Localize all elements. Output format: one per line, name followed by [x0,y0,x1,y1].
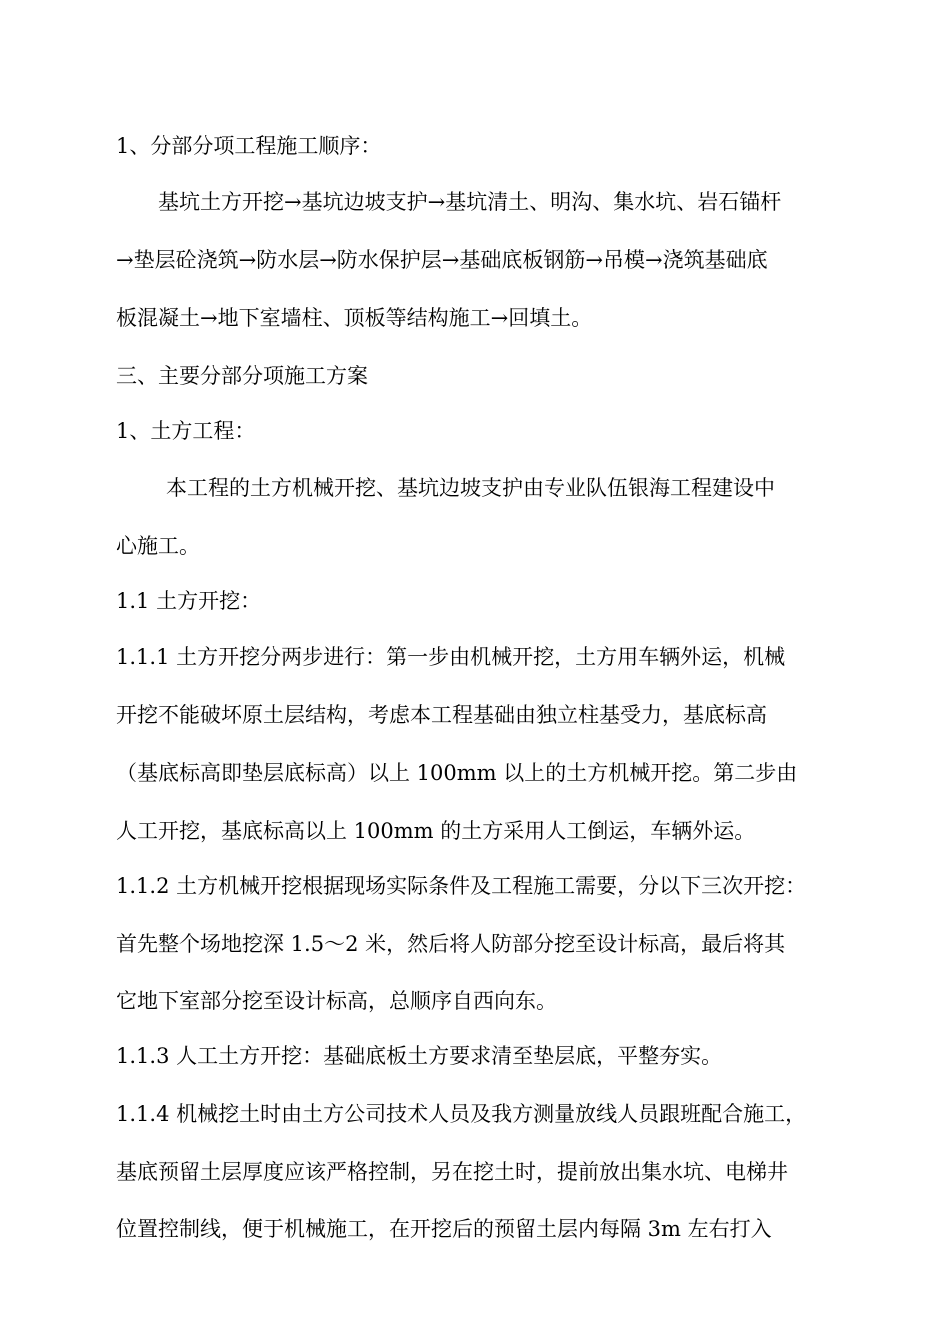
paragraph-line: 1.1.1 土方开挖分两步进行：第一步由机械开挖，土方用车辆外运，机械 [116,645,786,669]
paragraph-line: 1.1.2 土方机械开挖根据现场实际条件及工程施工需要，分以下三次开挖： [116,874,807,898]
subsection-heading: 1.1 土方开挖： [116,589,262,613]
paragraph-line: →垫层砼浇筑→防水层→防水保护层→基础底板钢筋→吊模→浇筑基础底 [116,248,768,272]
paragraph-line: （基底标高即垫层底标高）以上 100mm 以上的土方机械开挖。第二步由 [116,761,798,785]
paragraph-line: 首先整个场地挖深 1.5～2 米，然后将人防部分挖至设计标高，最后将其 [116,932,786,956]
paragraph-line: 开挖不能破坏原土层结构，考虑本工程基础由独立柱基受力，基底标高 [116,703,767,727]
paragraph-line: 心施工。 [116,534,200,558]
paragraph-line: 本工程的土方机械开挖、基坑边坡支护由专业队伍银海工程建设中 [166,476,775,500]
paragraph-line: 基坑土方开挖→基坑边坡支护→基坑清土、明沟、集水坑、岩石锚杆 [158,190,782,214]
paragraph-line: 位置控制线，便于机械施工，在开挖后的预留土层内每隔 3m 左右打入 [116,1217,772,1241]
heading-construction-sequence: 1、分部分项工程施工顺序： [116,134,382,158]
paragraph-line: 基底预留土层厚度应该严格控制，另在挖土时，提前放出集水坑、电梯井 [116,1160,788,1184]
section-heading: 三、主要分部分项施工方案 [116,364,368,388]
paragraph-line: 板混凝土→地下室墙柱、顶板等结构施工→回填土。 [116,306,593,330]
subsection-heading: 1、土方工程： [116,419,256,443]
paragraph-line: 1.1.4 机械挖土时由土方公司技术人员及我方测量放线人员跟班配合施工， [116,1102,807,1126]
paragraph-line: 1.1.3 人工土方开挖：基础底板土方要求清至垫层底，平整夯实。 [116,1044,723,1068]
paragraph-line: 人工开挖，基底标高以上 100mm 的土方采用人工倒运，车辆外运。 [116,819,756,843]
paragraph-line: 它地下室部分挖至设计标高，总顺序自西向东。 [116,989,557,1013]
